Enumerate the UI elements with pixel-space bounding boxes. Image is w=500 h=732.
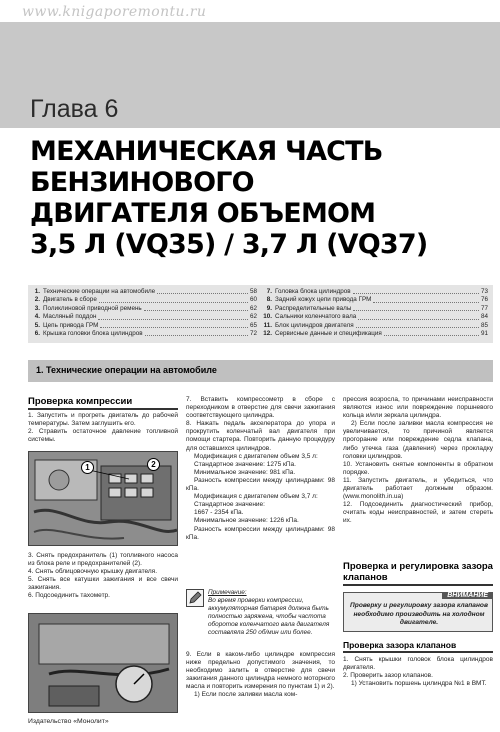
toc-page: 85	[480, 321, 488, 329]
toc-leader	[373, 296, 479, 302]
toc-entry[interactable]	[30, 313, 257, 321]
note-text: Во время проверки компрессии, аккумуляторная батарея должна быть полностью заряжена, чтобы частота оборотов коленчатого вала двигателя составляла 250 об/мин или более.	[208, 597, 330, 637]
toc-title: Задний кожух цепи привода ГРМ	[275, 296, 372, 304]
toc-leader	[384, 330, 479, 336]
toc-page: 62	[249, 313, 257, 321]
step-text: 2. Проверить зазор клапанов.	[343, 672, 433, 680]
step-text: 6. Подсоединить тахометр.	[28, 592, 110, 600]
paragraph: 10. Установить снятые компоненты в обратном порядке.	[343, 460, 493, 476]
note-label: Примечание:	[208, 589, 247, 596]
toc-column-right	[262, 288, 488, 338]
toc-leader	[99, 296, 248, 302]
toc-page: 77	[480, 304, 488, 312]
toc-number: 9.	[266, 304, 272, 312]
step-text: 3. Снять предохранитель (1) топливного насоса из блока реле и предохранителей (2).	[28, 552, 178, 568]
fuse-box-photo	[28, 451, 178, 546]
toc-leader	[144, 305, 248, 311]
paragraph: Разность компрессии между цилиндрами: 98 кПа.	[186, 525, 335, 541]
paragraph: Модификация с двигателем объем 3,5 л:	[194, 452, 318, 460]
toc-leader	[145, 330, 248, 336]
toc-leader	[353, 288, 479, 294]
toc-number: 2.	[34, 296, 40, 304]
step-text: 1. Запустить и прогреть двигатель до рабочей температуры. Затем заглушить его.	[28, 412, 178, 428]
toc-leader	[353, 305, 479, 311]
toc-entry[interactable]	[30, 322, 257, 330]
toc-title: Сервисные данные и спецификация	[275, 330, 382, 338]
toc-title: Блок цилиндров двигателя	[275, 321, 354, 329]
toc-page: 91	[480, 330, 488, 338]
paragraph: Минимальное значение: 1226 кПа.	[194, 517, 299, 525]
toc-page: 65	[249, 321, 257, 329]
warning-box	[343, 592, 493, 632]
paragraph: Разность компрессии между цилиндрами: 98 кПа.	[186, 476, 335, 493]
toc-title: Цепь привода ГРМ	[43, 321, 99, 329]
tachometer-photo	[28, 613, 178, 713]
toc-title: Двигатель в сборе	[43, 296, 97, 304]
toc-title: Поликлиновой приводной ремень	[43, 304, 142, 312]
toc-entry[interactable]	[262, 305, 488, 313]
heading-line: ДВИГАТЕЛЯ ОБЪЕМОМ	[30, 198, 376, 229]
toc-title: Распределительные валы	[275, 304, 352, 312]
toc-entry[interactable]	[262, 330, 488, 338]
toc-number: 12.	[263, 330, 272, 338]
paragraph: 2) Если после заливки масла компрессия не увеличивается, то причиной является прогорание или повреждение седла клапана, либо утечка газа (давления) через прокладку головки цилиндров.	[343, 420, 493, 460]
publisher-footer: Издательство «Монолит»	[28, 718, 109, 725]
step-text: 1. Снять крышки головок блока цилиндров двигателя.	[343, 656, 493, 672]
toc-number: 4.	[34, 313, 40, 321]
paragraph: 1) Если после заливки масла ком-	[194, 691, 298, 699]
tachometer-illustration	[29, 614, 178, 713]
site-watermark: www.knigaporemontu.ru	[22, 4, 207, 20]
toc-title: Крышка головки блока цилиндров	[43, 330, 143, 338]
toc-entry[interactable]	[262, 313, 488, 321]
toc-entry[interactable]	[30, 330, 257, 338]
chapter-heading	[30, 136, 490, 260]
paragraph: 11. Запустить двигатель, и убедиться, что двигатель работает должным образом. (www.monolith.in.ua)	[343, 476, 493, 501]
heading-line: МЕХАНИЧЕСКАЯ ЧАСТЬ	[30, 136, 383, 167]
toc-leader	[356, 322, 479, 328]
toc-title: Головка блока цилиндров	[275, 288, 351, 295]
paragraph: прессия возросла, то причинами неисправности являются износ или повреждение поршневого кольца и/или зеркала цилиндра.	[343, 396, 493, 420]
valve-clearance-heading: Проверка и регулировка зазора клапанов	[343, 561, 493, 586]
col1-top-steps	[28, 412, 178, 444]
toc-title: Масляный поддон	[43, 313, 97, 321]
toc-leader	[98, 313, 248, 319]
toc-number: 3.	[34, 304, 40, 312]
toc-page: 76	[480, 296, 488, 304]
warning-text: Проверку и регулировку зазора клапанов необходимо производить на холодном двигателе.	[350, 602, 488, 627]
heading-line: БЕНЗИНОВОГО	[30, 167, 254, 198]
col3-text	[343, 396, 493, 526]
paragraph: 8. Нажать педаль акселератора до упора и прокрутить коленчатый вал двигателя при помощи стартера. Повторить данную процедуру для оставшихся цилиндров.	[186, 420, 335, 452]
toc-page: 60	[249, 296, 257, 304]
heading-line: 3,5 Л (VQ35) / 3,7 Л (VQ37)	[30, 229, 428, 260]
step-text: 5. Снять все катушки зажигания и все свечи зажигания.	[28, 576, 178, 592]
callout-marker: 2	[147, 458, 160, 471]
section-title: 1. Технические операции на автомобиле	[36, 365, 217, 375]
step-text: 1) Установить поршень цилиндра №1 в ВМТ.	[351, 680, 487, 688]
col2-text	[186, 396, 335, 542]
paragraph: Минимальное значение: 981 кПа.	[194, 468, 296, 476]
chapter-label: Глава 6	[30, 95, 119, 123]
toc-leader	[358, 313, 479, 319]
toc-entry[interactable]	[30, 305, 257, 313]
toc-entry[interactable]	[30, 296, 257, 304]
col3-steps	[343, 656, 493, 688]
toc-column-left	[30, 288, 257, 338]
paragraph: 9. Если в каком-либо цилиндре компрессия ниже предельно допустимого значения, то необходимо залить в отверстие для свечи зажигания данного цилиндра немного моторного масла и повторить измерения по пунктам 1) и 2).	[186, 651, 335, 691]
toc-number: 10.	[263, 313, 272, 321]
compression-check-heading: Проверка компрессии	[28, 396, 178, 410]
toc-number: 5.	[34, 321, 40, 329]
toc-entry[interactable]	[262, 322, 488, 330]
step-text: 2. Стравить остаточное давление топливной системы.	[28, 428, 178, 444]
paragraph: 7. Вставить компрессометр в сборе с переходником в отверстие для свечи зажигания соответствующего цилиндра.	[186, 396, 335, 420]
toc-number: 1.	[34, 288, 40, 295]
toc-page: 62	[249, 304, 257, 312]
warning-label: ВНИМАНИЕ	[442, 592, 493, 599]
toc-page: 58	[249, 288, 257, 295]
paragraph: 1667 - 2354 кПа.	[194, 509, 244, 517]
toc-number: 11.	[263, 321, 272, 329]
callout-marker: 1	[81, 461, 94, 474]
toc-page: 73	[480, 288, 488, 295]
paragraph: Стандартное значение:	[194, 501, 265, 509]
toc-number: 6.	[34, 330, 40, 338]
paragraph: 12. Подсоединить диагностический прибор, считать коды неисправностей, и затем стереть их.	[343, 501, 493, 525]
toc-leader	[100, 322, 248, 328]
toc-leader	[157, 288, 248, 294]
toc-page: 84	[480, 313, 488, 321]
paragraph: Стандартное значение: 1275 кПа.	[194, 460, 296, 468]
toc-number: 8.	[266, 296, 272, 304]
toc-title: Сальники коленчатого вала	[275, 313, 357, 321]
col2-step9	[186, 651, 335, 700]
toc-entry[interactable]	[262, 296, 488, 304]
table-of-contents	[28, 285, 493, 343]
paragraph: Модификация с двигателем объем 3,7 л:	[194, 493, 318, 501]
step-text: 4. Снять облицовочную крышку двигателя.	[28, 568, 158, 576]
toc-title: Технические операции на автомобиле	[43, 288, 156, 295]
toc-number: 7.	[266, 288, 272, 295]
toc-page: 72	[249, 330, 257, 338]
valve-check-subheading: Проверка зазора клапанов	[343, 640, 493, 653]
col1-bottom-steps	[28, 552, 178, 601]
